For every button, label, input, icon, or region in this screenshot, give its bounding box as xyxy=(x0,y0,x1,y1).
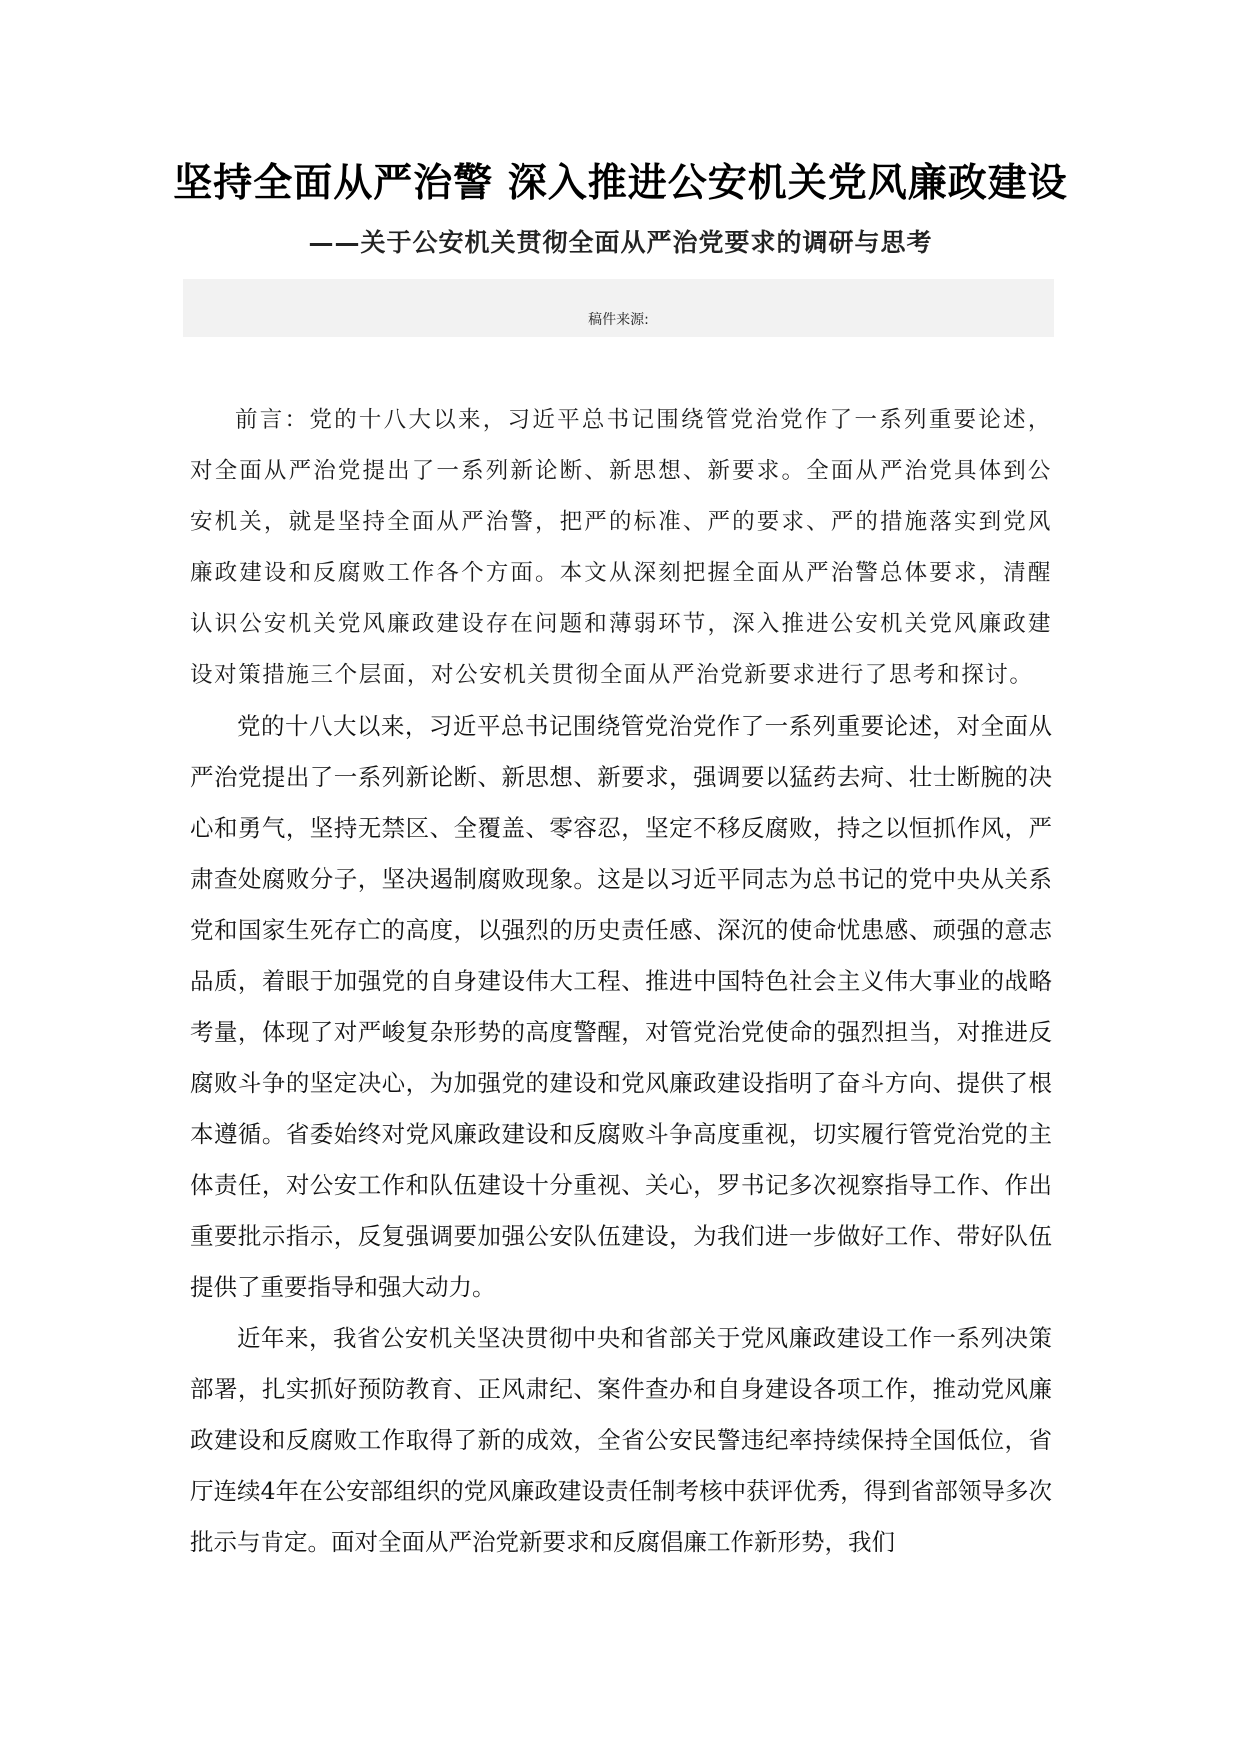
source-info-bar xyxy=(183,279,1054,337)
body-paragraph: 近年来，我省公安机关坚决贯彻中央和省部关于党风廉政建设工作一系列决策部署，扎实抓好预防教育、正风肃纪、案件查办和自身建设各项工作，推动党风廉政建设和反腐败工作取得了新的成效，全省公安民警违纪率持续保持全国低位，省厅连续4年在公安部组织的党风廉政建设责任制考核中获评优秀，得到省部领导多次批示与肯定。面对全面从严治党新要求和反腐倡廉工作新形势，我们 xyxy=(190,1324,1052,1556)
source-label: 稿件来源: xyxy=(588,312,649,328)
body-paragraph: 党的十八大以来，习近平总书记围绕管党治党作了一系列重要论述，对全面从严治党提出了一系列新论断、新思想、新要求，强调要以猛药去疴、壮士断腕的决心和勇气，坚持无禁区、全覆盖、零容忍，坚定不移反腐败，持之以恒抓作风，严肃查处腐败分子，坚决遏制腐败现象。这是以习近平同志为总书记的党中央从关系党和国家生死存亡的高度，以强烈的历史责任感、深沉的使命忧患感、顽强的意志品质，着眼于加强党的自身建设伟大工程、推进中国特色社会主义伟大事业的战略考量，体现了对严峻复杂形势的高度警醒，对管党治党使命的强烈担当，对推进反腐败斗争的坚定决心，为加强党的建设和党风廉政建设指明了奋斗方向、提供了根本遵循。省委始终对党风廉政建设和反腐败斗争高度重视，切实履行管党治党的主体责任，对公安工作和队伍建设十分重视、关心，罗书记多次视察指导工作、作出重要批示指示，反复强调要加强公安队伍建设，为我们进一步做好工作、带好队伍提供了重要指导和强大动力。 xyxy=(190,712,1052,1301)
preface-paragraph: 前言：党的十八大以来，习近平总书记围绕管党治党作了一系列重要论述，对全面从严治党提出了一系列新论断、新思想、新要求。全面从严治党具体到公安机关，就是坚持全面从严治警，把严的标准、严的要求、严的措施落实到党风廉政建设和反腐败工作各个方面。本文从深刻把握全面从严治警总体要求，清醒认识公安机关党风廉政建设存在问题和薄弱环节，深入推进公安机关党风廉政建设对策措施三个层面，对公安机关贯彻全面从严治党新要求进行了思考和探讨。 xyxy=(190,407,1052,688)
document-subtitle: ——关于公安机关贯彻全面从严治党要求的调研与思考 xyxy=(308,228,933,257)
document-title: 坚持全面从严治警 深入推进公安机关党风廉政建设 xyxy=(173,161,1068,206)
document-body xyxy=(190,395,1052,1568)
